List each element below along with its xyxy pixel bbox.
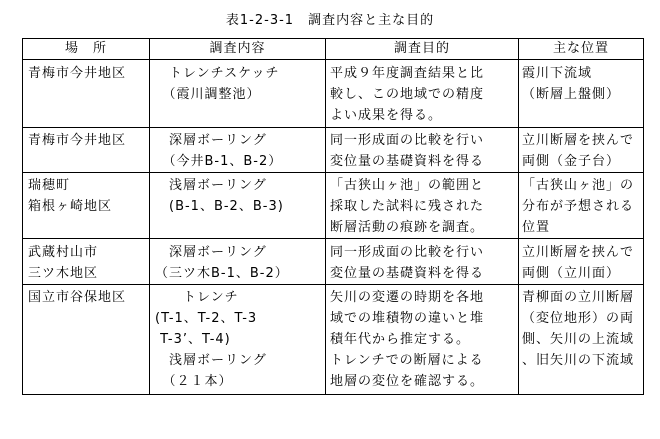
cell-content: 深層ボーリング （三ツ木B-1、B-2）	[150, 239, 326, 285]
cell-area: 武蔵村山市 三ツ木地区	[23, 239, 150, 285]
table-title: 表1-2-3-1 調査内容と主な目的	[225, 13, 435, 28]
cell-location: 「古狭山ヶ池」の 分布が予想される 位置	[519, 173, 644, 239]
cell-location: 立川断層を挟んで 両側（立川面）	[519, 239, 644, 285]
table-row	[23, 128, 644, 173]
cell-area: 青梅市今井地区	[23, 128, 150, 173]
header-purpose: 調査目的	[326, 39, 519, 60]
survey-table	[22, 38, 644, 395]
table-row	[23, 239, 644, 285]
cell-area: 国立市谷保地区	[23, 285, 150, 395]
cell-purpose: 「古狭山ヶ池」の範囲と 採取した試料に残された 断層活動の痕跡を調査。	[326, 173, 519, 239]
header-area: 場 所	[23, 39, 150, 60]
header-location: 主な位置	[519, 39, 644, 60]
table-row	[23, 173, 644, 239]
table-row	[23, 60, 644, 128]
cell-location: 霞川下流域 （断層上盤側）	[519, 60, 644, 128]
header-content: 調査内容	[150, 39, 326, 60]
cell-purpose: 同一形成面の比較を行い 変位量の基礎資料を得る	[326, 128, 519, 173]
cell-content: 浅層ボーリング (B-1、B-2、B-3)	[150, 173, 326, 239]
cell-purpose: 同一形成面の比較を行い 変位量の基礎資料を得る	[326, 239, 519, 285]
cell-purpose: 平成９年度調査結果と比 較し、この地域での精度 よい成果を得る。	[326, 60, 519, 128]
cell-area: 瑞穂町 箱根ヶ崎地区	[23, 173, 150, 239]
cell-location: 青柳面の立川断層 （変位地形）の両 側、矢川の上流域 、旧矢川の下流域	[519, 285, 644, 395]
cell-content: トレンチスケッチ （霞川調整池）	[150, 60, 326, 128]
header-row	[23, 39, 644, 60]
cell-area: 青梅市今井地区	[23, 60, 150, 128]
cell-content: 深層ボーリング （今井B-1、B-2）	[150, 128, 326, 173]
table-row	[23, 285, 644, 395]
cell-location: 立川断層を挟んで 両側（金子台）	[519, 128, 644, 173]
cell-content: トレンチ (T-1、T-2、T-3 T-3’、T-4) 浅層ボーリング （２１本）	[150, 285, 326, 395]
cell-purpose: 矢川の変遷の時期を各地 域での堆積物の違いと堆 積年代から推定する。 トレンチでの断層による 地層の変位を確認する。	[326, 285, 519, 395]
